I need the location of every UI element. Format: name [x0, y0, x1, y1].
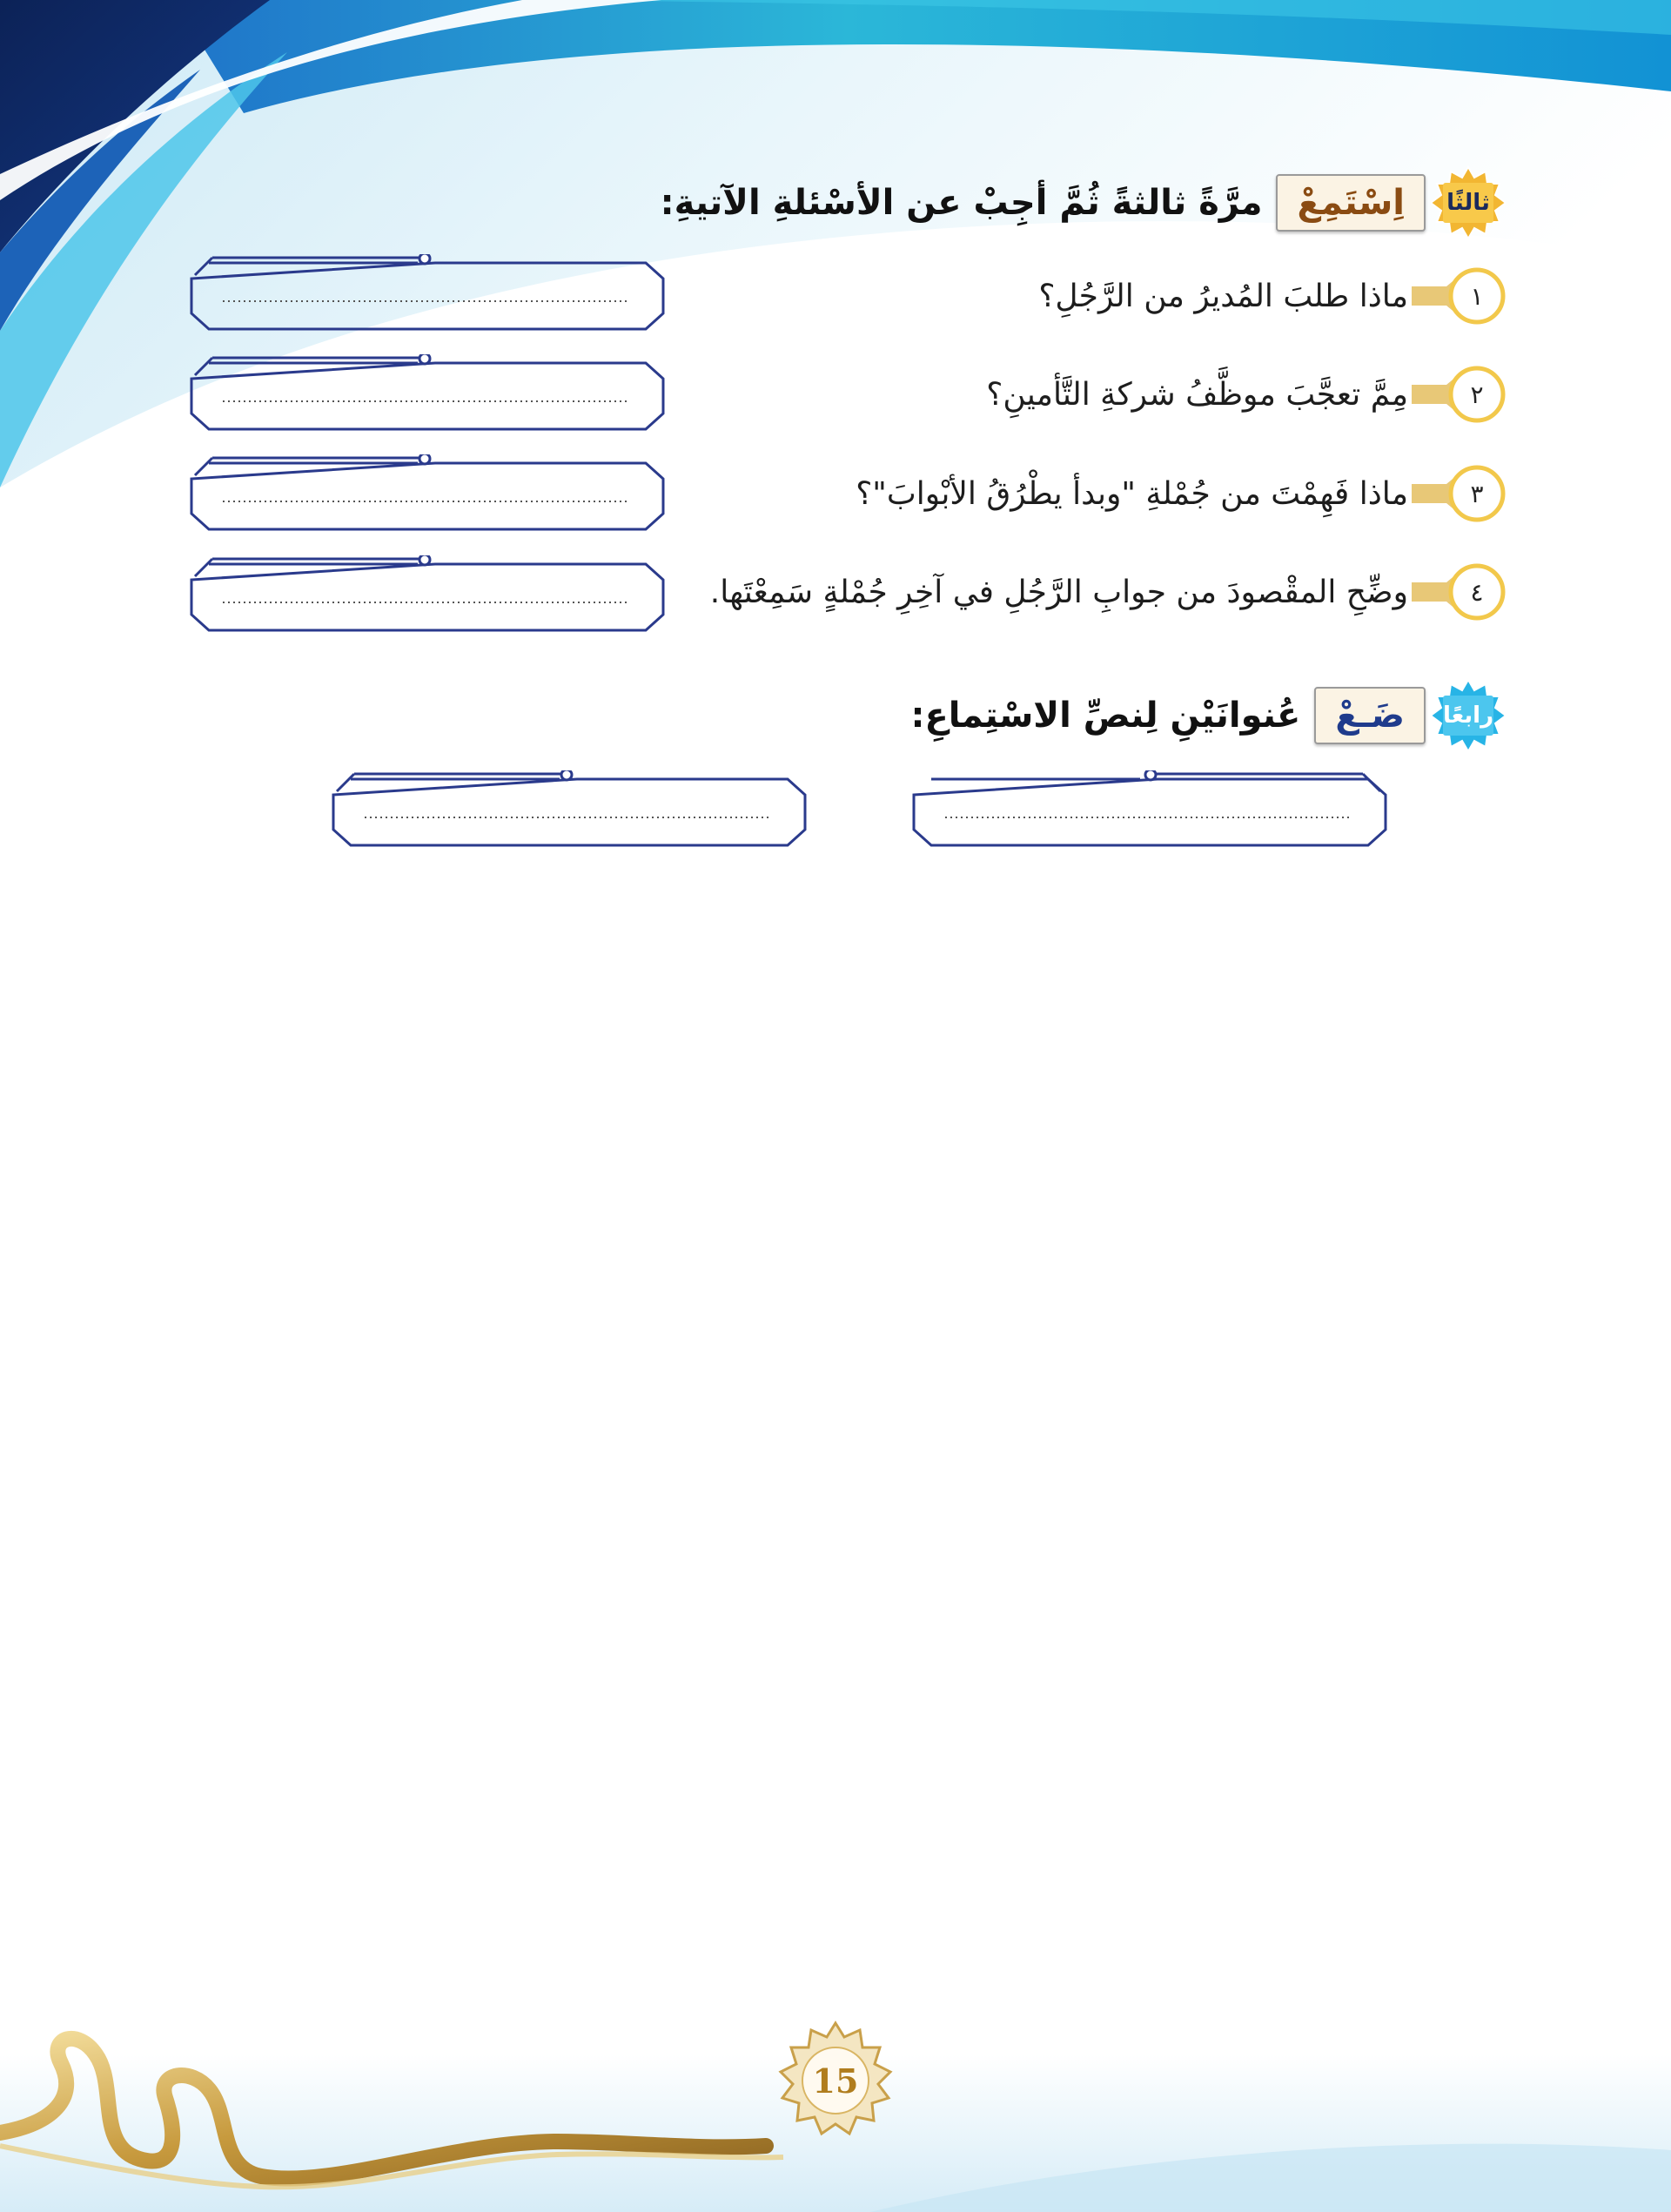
- section-3-badge: [1431, 165, 1506, 240]
- title-input-1[interactable]: [943, 797, 1356, 828]
- section-4-header: [461, 681, 1506, 750]
- title-box-1[interactable]: [905, 770, 1392, 854]
- page-number-badge: [775, 2020, 896, 2141]
- gold-ribbon-decoration: [0, 1993, 870, 2194]
- question-number: ٣: [1470, 479, 1484, 508]
- answer-box-3[interactable]: [183, 454, 670, 538]
- section-4-heading: عُنوانَيْنِ لِنصِّ الاسْتِماعِ:: [910, 696, 1301, 736]
- answer-box-1[interactable]: [183, 254, 670, 338]
- question-number: ٢: [1470, 380, 1484, 409]
- section-4-badge: [1431, 678, 1506, 753]
- title-input-2[interactable]: [363, 797, 775, 828]
- pencil-tip-icon: [1412, 463, 1507, 524]
- question-number: ١: [1470, 281, 1484, 311]
- section-4-verb: [1314, 687, 1426, 744]
- question-text: ماذا فَهِمْتَ من جُمْلةِ "وبدأ يطْرُقُ الأبْوابَ"؟: [856, 475, 1408, 512]
- section-3-header: [461, 168, 1506, 238]
- section-3-verb: [1276, 174, 1426, 232]
- question-number: ٤: [1470, 577, 1484, 607]
- page-number-text: 15: [812, 2061, 859, 2101]
- section-3-heading: مرَّةً ثالثةً ثُمَّ أجِبْ عن الأسْئلةِ الآتيةِ:: [660, 183, 1263, 223]
- question-text: وضِّحِ المقْصودَ من جوابِ الرَّجُلِ في آخِرِ جُمْلةٍ سَمِعْتَها.: [709, 574, 1408, 610]
- answer-input-2[interactable]: [221, 380, 634, 412]
- answer-input-4[interactable]: [221, 582, 634, 613]
- pencil-tip-icon: [1412, 561, 1507, 622]
- answer-input-3[interactable]: [221, 481, 634, 512]
- section-4-verb-label: ضَـعْ: [1335, 696, 1405, 736]
- section-4-badge-label: رابعًا: [1442, 703, 1494, 729]
- section-3-verb-label: اِسْتَمِعْ: [1297, 183, 1405, 223]
- pencil-tip-icon: [1412, 364, 1507, 425]
- question-text: ماذا طلبَ المُديرُ من الرَّجُلِ؟: [1038, 278, 1408, 314]
- answer-box-4[interactable]: [183, 555, 670, 639]
- answer-input-1[interactable]: [221, 280, 634, 312]
- section-3-badge-label: ثالثًا: [1446, 190, 1490, 216]
- title-box-2[interactable]: [325, 770, 812, 854]
- answer-box-2[interactable]: [183, 354, 670, 438]
- question-text: مِمَّ تعجَّبَ موظَّفُ شركةِ التَّأمينِ؟: [986, 376, 1408, 413]
- pencil-tip-icon: [1412, 266, 1507, 326]
